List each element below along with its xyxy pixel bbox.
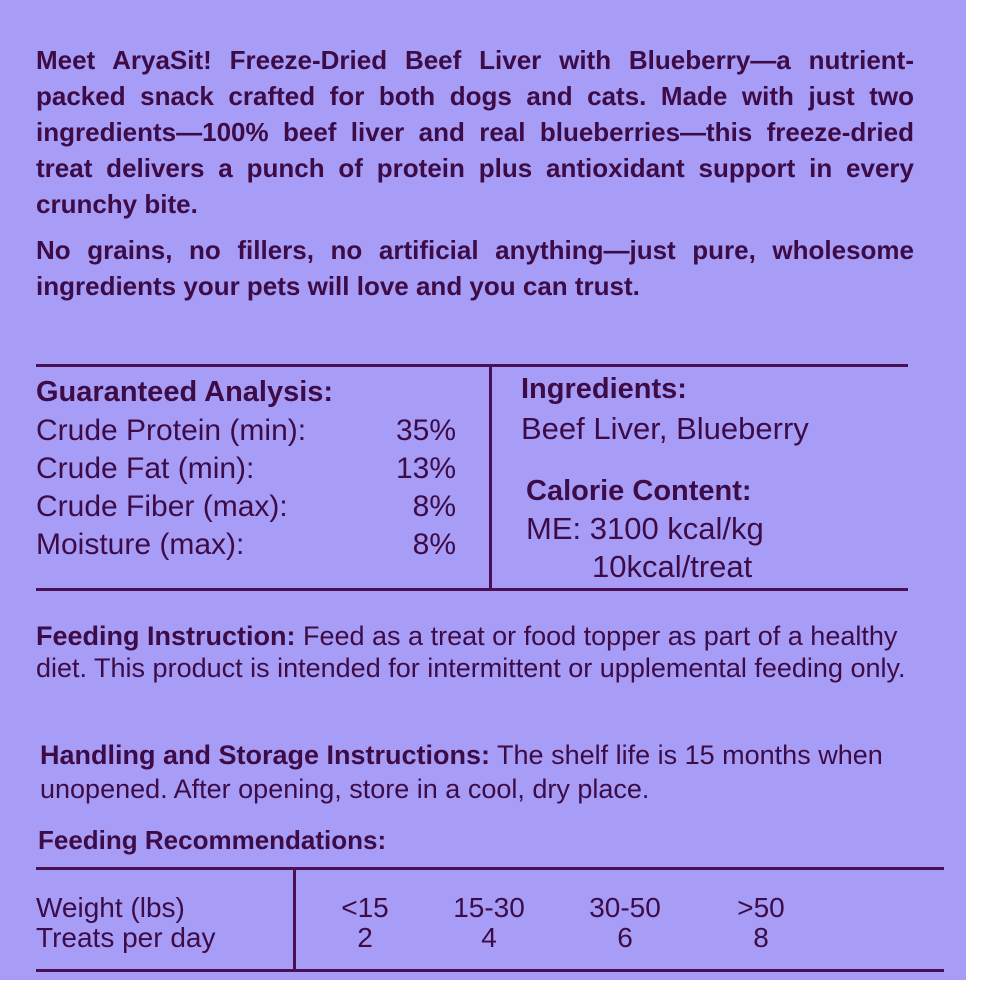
storage-instruction-label: Handling and Storage Instructions: <box>40 740 491 770</box>
feeding-instruction <box>36 620 916 684</box>
calorie-per-treat-line: 10kcal/treat <box>592 549 753 584</box>
intro-paragraph: Meet AryaSit! Freeze-Dried Beef Liver with Blueberry—a nutrient-packed snack crafted for both dogs and cats. Made with just two ingredients—100% beef liver and real blueberries—this freeze-dried treat delivers a punch of protein plus antioxidant support in every crunchy bite. <box>36 45 914 219</box>
feeding-recommendations-title: Feeding Recommendations: <box>38 825 387 855</box>
feeding-instruction-text: Feed as a treat or food topper as part of a healthy diet. This product is intended for intermittent or upplemental feeding only. <box>36 621 906 683</box>
intro-paragraph-2: No grains, no fillers, no artificial anything—just pure, wholesome ingredients your pets will love and you can trust. <box>36 235 914 301</box>
divider-top <box>36 364 908 367</box>
analysis-value: 8% <box>412 528 456 561</box>
calorie-content-title: Calorie Content: <box>526 475 752 507</box>
weight-row-label: Weight (lbs) <box>36 892 185 923</box>
treats-cell: 4 <box>481 922 497 953</box>
analysis-label: Crude Fiber (max): <box>36 490 288 523</box>
treats-row-label: Treats per day <box>36 922 216 953</box>
feeding-instruction-label: Feeding Instruction: <box>36 621 296 651</box>
analysis-label: Crude Fat (min): <box>36 452 255 485</box>
ingredients-title: Ingredients: <box>521 373 687 405</box>
divider-analysis-bottom <box>36 588 908 591</box>
treats-cell: 6 <box>617 922 633 953</box>
storage-instruction-text: The shelf life is 15 months when unopened. After opening, store in a cool, dry place. <box>40 740 883 804</box>
weight-cell: >50 <box>737 892 785 923</box>
divider-table-bottom <box>36 969 944 972</box>
storage-instruction <box>40 738 920 806</box>
divider-table-top <box>36 867 944 870</box>
divider-table-vertical <box>293 869 296 969</box>
weight-cell: 15-30 <box>453 892 525 923</box>
ingredients-text: Beef Liver, Blueberry <box>521 411 809 446</box>
treats-cell: 8 <box>753 922 769 953</box>
weight-cell: 30-50 <box>589 892 661 923</box>
analysis-label: Moisture (max): <box>36 528 245 561</box>
divider-vertical-analysis <box>489 366 492 588</box>
analysis-value: 8% <box>412 490 456 523</box>
weight-cell: <15 <box>341 892 389 923</box>
guaranteed-analysis-title: Guaranteed Analysis: <box>36 376 334 408</box>
analysis-value: 13% <box>395 452 456 485</box>
analysis-label: Crude Protein (min): <box>36 414 307 447</box>
treats-cell: 2 <box>357 922 373 953</box>
calorie-me-line: ME: 3100 kcal/kg <box>526 511 764 546</box>
analysis-value: 35% <box>395 414 456 447</box>
